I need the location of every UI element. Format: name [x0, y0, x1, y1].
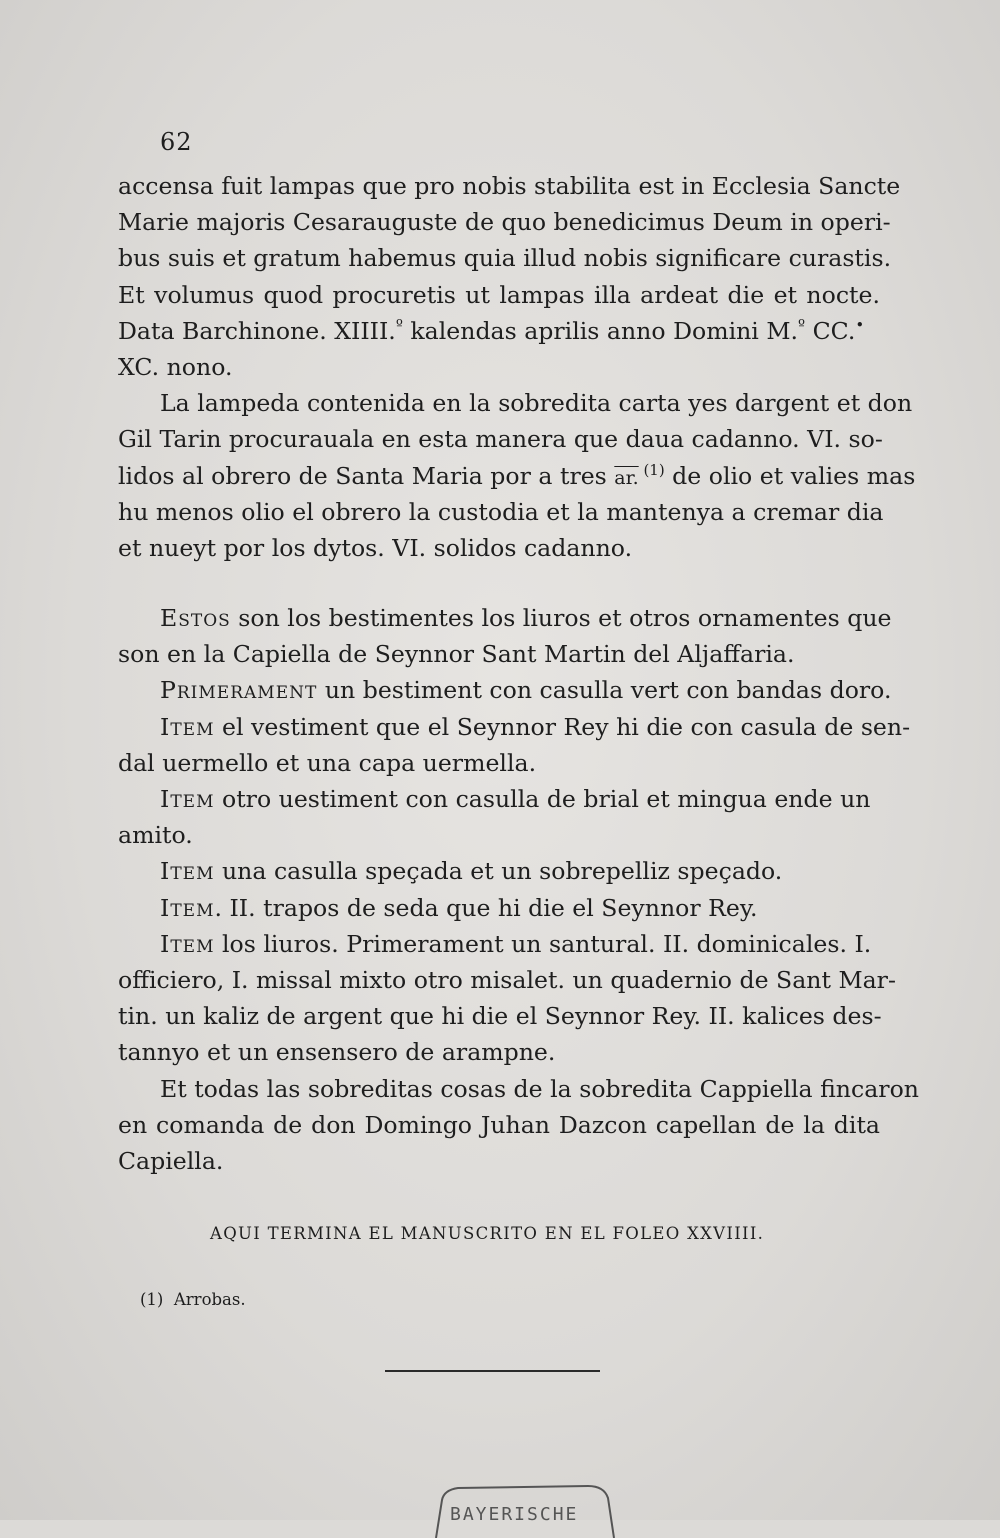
text-line: Gil Tarin procurauala en esta manera que daua cadanno. VI. so-: [118, 425, 883, 454]
library-stamp: [428, 1478, 618, 1538]
text-line: amito.: [118, 821, 193, 850]
text-line: [118, 458, 916, 494]
text-line: [118, 709, 911, 745]
text-fragment: un bestiment con casulla vert con bandas doro.: [317, 676, 892, 705]
text-line: [118, 926, 880, 962]
superscript: º: [798, 315, 806, 334]
text-fragment: otro uestiment con casulla de brial et mingua ende un: [214, 785, 871, 813]
footnote: [140, 1290, 246, 1309]
small-caps-word: Item: [160, 857, 215, 886]
page-number: 62: [160, 128, 193, 156]
text-line: officiero, I. missal mixto otro misalet. un quadernio de Sant Mar-: [118, 965, 896, 994]
text-line: La lampeda contenida en la sobredita carta yes dargent et don: [160, 389, 913, 418]
text-fragment: una casulla speçada et un sobrepelliz speçado.: [214, 857, 783, 886]
text-line: tannyo et un ensensero de arampne.: [118, 1038, 556, 1067]
text-fragment: de olio et valies mas: [664, 461, 916, 490]
text-fragment: CC.: [805, 316, 856, 345]
closing-heading: AQUI TERMINA EL MANUSCRITO EN EL FOLEO XXVIIII.: [210, 1224, 765, 1243]
footnote-marker: (1): [140, 1290, 164, 1309]
small-caps-word: Item: [160, 893, 215, 922]
end-rule: [385, 1370, 600, 1372]
text-line: Capiella.: [118, 1146, 224, 1175]
text-line: Et todas las sobreditas cosas de la sobredita Cappiella fincaron: [160, 1074, 919, 1103]
small-caps-word: Item: [160, 712, 215, 741]
text-fragment: Data Barchinone. XIIII.: [118, 316, 396, 345]
text-line: et nueyt por los dytos. VI. solidos cadanno.: [118, 533, 633, 562]
text-line: dal uermello et una capa uermella.: [118, 748, 537, 777]
footnote-reference: (1): [638, 460, 665, 479]
text-line: [118, 890, 880, 926]
superscript: •: [855, 315, 865, 334]
text-line: hu menos olio el obrero la custodia et la mantenya a cremar dia: [118, 497, 884, 526]
small-caps-word: Estos: [160, 604, 231, 633]
small-caps-word: Item: [160, 929, 215, 958]
text-fragment: el vestiment que el Seynnor Rey hi die con casula de sen-: [214, 712, 911, 741]
text-line: son en la Capiella de Seynnor Sant Martin del Aljaffaria.: [118, 640, 795, 669]
text-line: [118, 781, 880, 817]
text-line: Marie majoris Cesarauguste de quo benedicimus Deum in operi-: [118, 208, 891, 237]
text-line: XC. nono.: [118, 352, 233, 381]
text-fragment: son los bestimentes los liuros et otros ornamentes que: [230, 604, 892, 633]
stamp-text: BAYERISCHE: [450, 1504, 579, 1525]
text-line: accensa fuit lampas que pro nobis stabilita est in Ecclesia Sancte: [118, 172, 901, 200]
text-fragment: . II. trapos de seda que hi die el Seynnor Rey.: [214, 893, 758, 922]
text-fragment: lidos al obrero de Santa Maria por a tres: [118, 461, 615, 490]
text-fragment: kalendas aprilis anno Domini M.: [402, 316, 799, 345]
text-line: [118, 672, 892, 708]
text-line: bus suis et gratum habemus quia illud nobis significare curastis.: [118, 244, 892, 273]
abbreviation: ar.: [614, 466, 639, 489]
text-line: tin. un kaliz de argent que hi die el Seynnor Rey. II. kalices des-: [118, 1002, 882, 1031]
footnote-text: Arrobas.: [173, 1290, 246, 1309]
text-line: en comanda de don Domingo Juhan Dazcon capellan de la dita: [118, 1110, 880, 1139]
text-line: [118, 313, 880, 349]
text-line: Et volumus quod procuretis ut lampas illa ardeat die et nocte.: [118, 280, 880, 309]
paragraph-gap: [118, 566, 880, 600]
superscript: º: [395, 315, 403, 334]
small-caps-word: Primerament: [160, 676, 318, 705]
text-line: [118, 853, 880, 889]
body-text: [118, 168, 919, 1179]
text-line: [118, 600, 892, 636]
text-fragment: los liuros. Primerament un santural. II. dominicales. I.: [214, 929, 872, 958]
small-caps-word: Item: [160, 785, 215, 813]
